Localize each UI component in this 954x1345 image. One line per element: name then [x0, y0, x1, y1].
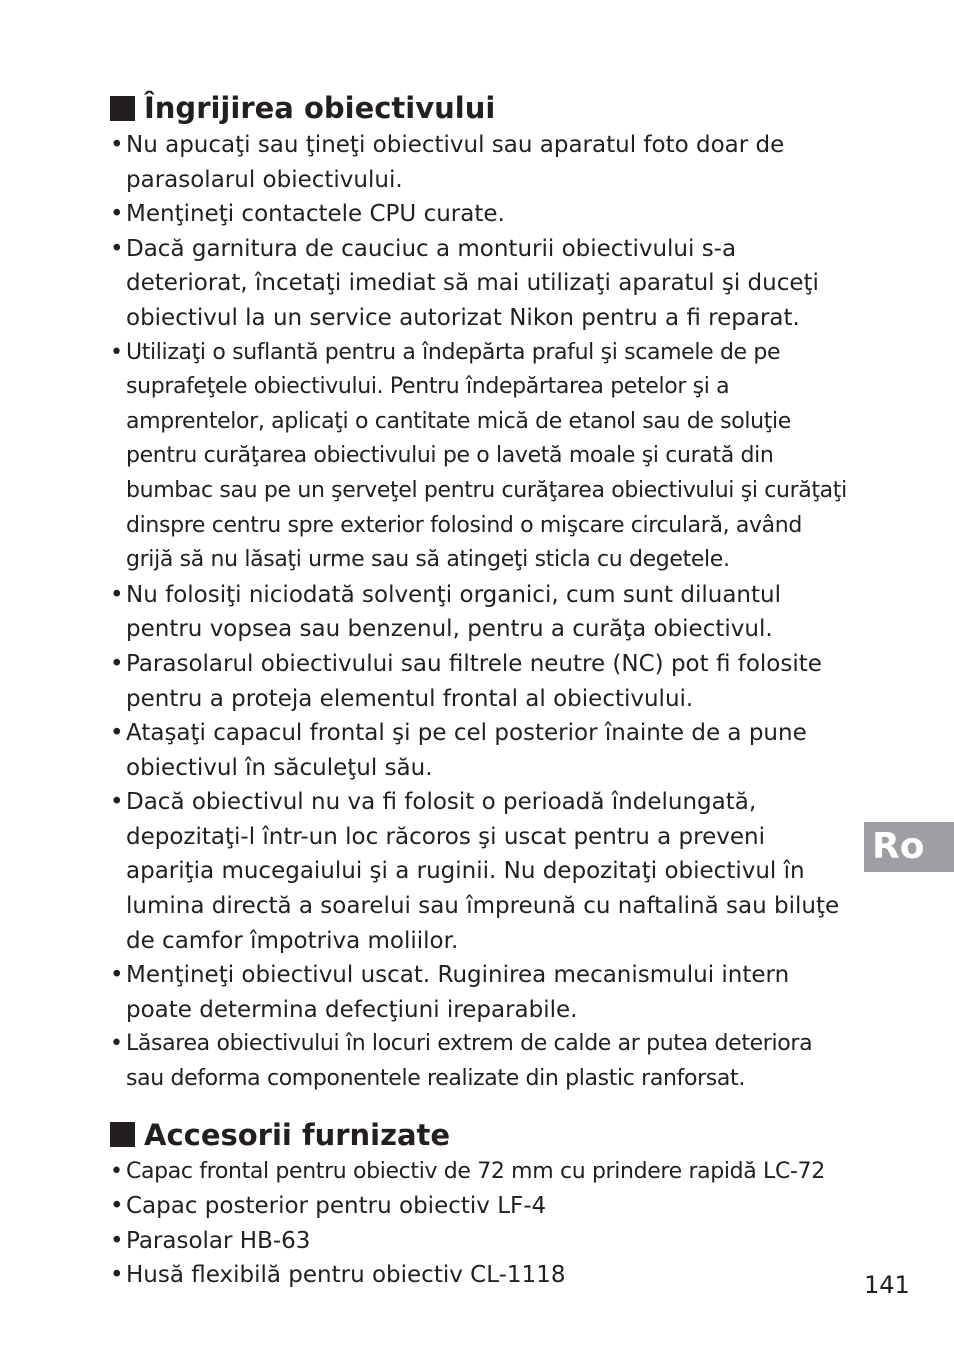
- list-item: • Capac frontal pentru obiectiv de 72 mm cu prindere rapidă LC-72: [110, 1155, 850, 1190]
- page-number: 141: [864, 1271, 910, 1299]
- bullet-icon: •: [110, 132, 124, 158]
- list-item: • Dacă obiectivul nu va fi folosit o perioadă îndelungată, depozitaţi-l într-un loc răcoros şi uscat pentru a preveni apariţia mucegaiului şi a ruginii. Nu depozitaţi obiectivul în lumina directă a soarelui sau împreună cu naftalină sau biluţe de camfor împotriva moliilor.: [110, 785, 850, 958]
- list-item: • Lăsarea obiectivului în locuri extrem de calde ar putea deteriora sau deforma componentele realizate din plastic ranforsat.: [110, 1027, 850, 1096]
- bullet-icon: •: [110, 1158, 123, 1184]
- list-item: • Dacă garnitura de cauciuc a monturii obiectivului s-a deteriorat, încetaţi imediat să mai utilizaţi aparatul şi duceţi obiectivul la un service autorizat Nikon pentru a fi reparat.: [110, 232, 850, 336]
- section-heading-accessories: [110, 1117, 850, 1153]
- list-item: • Utilizaţi o suflantă pentru a îndepărta praful şi scamele de pe suprafeţele obiectivului. Pentru îndepărtarea petelor şi a amprentelor, aplicaţi o cantitate mică de etanol sau de soluţie pentru curăţarea obiectivului pe o lavetă moale şi curată din bumbac sau pe un şerveţel pentru curăţarea obiectivului şi curăţaţi dinspre centru spre exterior folosind o mişcare circulară, având grijă să nu lăsaţi urme sau să atingeţi sticla cu degetele.: [110, 336, 850, 578]
- list-item: • Husă flexibilă pentru obiectiv CL-1118: [110, 1258, 850, 1293]
- bullet-icon: •: [110, 201, 124, 228]
- bullet-icon: •: [110, 962, 124, 989]
- bullet-icon: •: [110, 650, 124, 677]
- bullet-icon: •: [110, 581, 124, 608]
- language-tab: Ro: [864, 822, 954, 872]
- bullet-icon: •: [110, 235, 124, 262]
- heading-square-icon: [110, 1122, 135, 1147]
- section-title: Accesorii furnizate: [144, 1117, 451, 1152]
- section-spacer: [110, 1097, 850, 1117]
- list-item: • Nu apucaţi sau ţineţi obiectivul sau aparatul foto doar de parasolarul obiectivului.: [110, 128, 850, 197]
- list-item: • Parasolarul obiectivului sau filtrele neutre (NC) pot fi folosite pentru a proteja elementul frontal al obiectivului.: [110, 647, 850, 716]
- section-title: Îngrijirea obiectivului: [144, 91, 496, 125]
- page-content: [110, 90, 850, 1293]
- bullet-icon: •: [110, 1193, 124, 1220]
- bullet-icon: •: [110, 789, 124, 816]
- lens-care-list: [110, 128, 850, 1097]
- bullet-icon: •: [110, 720, 124, 747]
- list-item: • Menţineţi obiectivul uscat. Ruginirea mecanismului intern poate determina defecţiuni ireparabile.: [110, 958, 850, 1027]
- list-item: • Parasolar HB-63: [110, 1224, 850, 1259]
- heading-square-icon: [110, 96, 135, 121]
- bullet-icon: •: [110, 1227, 124, 1254]
- section-heading-lens-care: [110, 90, 850, 126]
- list-item: • Capac posterior pentru obiectiv LF-4: [110, 1189, 850, 1224]
- bullet-icon: •: [110, 1262, 124, 1289]
- list-item: • Ataşaţi capacul frontal şi pe cel posterior înainte de a pune obiectivul în săculeţul său.: [110, 716, 850, 785]
- accessories-list: [110, 1155, 850, 1293]
- list-item: • Menţineţi contactele CPU curate.: [110, 197, 850, 232]
- bullet-icon: •: [110, 1031, 123, 1057]
- list-item: • Nu folosiţi niciodată solvenţi organici, cum sunt diluantul pentru vopsea sau benzenul, pentru a curăţa obiectivul.: [110, 578, 850, 647]
- bullet-icon: •: [110, 339, 123, 365]
